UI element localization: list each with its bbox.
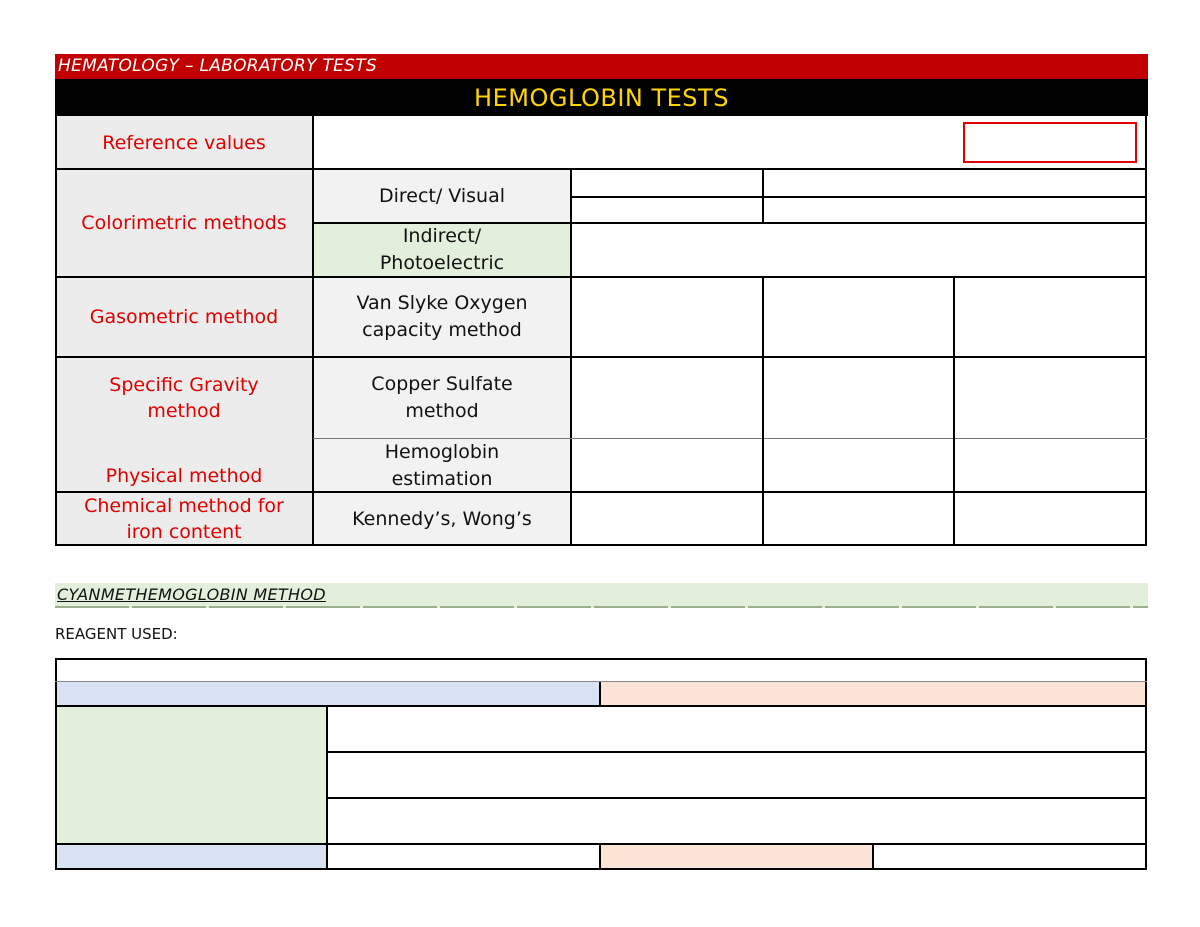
technique-indirect-photoelectric xyxy=(313,223,571,277)
column-divider xyxy=(953,277,955,546)
technique-van-slyke xyxy=(313,277,571,357)
row-divider xyxy=(55,168,1147,170)
column-divider xyxy=(312,116,314,546)
reagent-footer-cell-1 xyxy=(55,844,327,870)
technique-label: Kennedy’s, Wong’s xyxy=(352,507,532,530)
table-border xyxy=(55,658,57,870)
reagent-side-cell xyxy=(55,706,327,844)
cyanmethemoglobin-underline xyxy=(55,606,1148,608)
method-label: Reference values xyxy=(102,131,266,154)
reagent-header-left xyxy=(55,682,600,706)
row-divider xyxy=(55,276,1147,278)
method-label: Chemical method for iron content xyxy=(84,495,284,543)
reagent-footer-cell-3 xyxy=(600,844,873,870)
method-label: Specific Gravity method xyxy=(109,374,259,422)
technique-label: Direct/ Visual xyxy=(378,184,506,207)
column-divider xyxy=(599,682,601,706)
table-border xyxy=(1145,658,1147,870)
row-divider xyxy=(55,843,1147,845)
reference-value-input-box[interactable] xyxy=(963,122,1137,163)
column-divider xyxy=(762,277,764,546)
technique-direct-visual xyxy=(313,169,571,223)
table-border xyxy=(55,544,1147,546)
row-divider xyxy=(313,438,1147,439)
row-divider xyxy=(55,705,1147,707)
row-physical-method xyxy=(55,439,313,492)
column-divider xyxy=(599,844,601,870)
method-label: Physical method xyxy=(105,464,263,487)
method-label: Colorimetric methods xyxy=(81,212,287,234)
method-label: Gasometric method xyxy=(89,306,279,328)
row-divider xyxy=(313,222,571,224)
technique-label: Hemoglobin estimation xyxy=(384,440,500,490)
row-divider xyxy=(327,797,1147,799)
row-specific-gravity-method xyxy=(55,357,313,439)
row-divider xyxy=(55,491,1147,493)
row-divider xyxy=(571,222,1147,224)
row-gasometric-method xyxy=(55,277,313,357)
section-title-banner xyxy=(55,54,1148,79)
table-border xyxy=(55,868,1147,870)
row-divider xyxy=(571,196,1147,198)
row-divider xyxy=(55,356,1147,358)
reagent-used-label: REAGENT USED: xyxy=(55,625,178,643)
row-reference-values xyxy=(55,116,313,169)
technique-kennedy-wong xyxy=(313,492,571,546)
table-title-banner xyxy=(55,79,1148,116)
reagent-header-right xyxy=(600,682,1147,706)
section-title: HEMATOLOGY – LABORATORY TESTS xyxy=(58,56,378,76)
table-border xyxy=(55,116,57,546)
technique-label: Van Slyke Oxygen capacity method xyxy=(356,292,528,341)
cyanmethemoglobin-title: CYANMETHEMOGLOBIN METHOD xyxy=(57,585,326,604)
row-divider xyxy=(327,751,1147,753)
row-colorimetric-methods xyxy=(55,169,313,277)
column-divider xyxy=(872,844,874,870)
technique-hemoglobin-estimation xyxy=(313,439,571,492)
column-divider xyxy=(326,706,328,870)
column-divider xyxy=(762,169,764,223)
row-divider xyxy=(55,681,1147,682)
technique-copper-sulfate xyxy=(313,357,571,439)
row-chemical-method xyxy=(55,492,313,546)
table-border xyxy=(55,658,1147,660)
technique-label: Copper Sulfate method xyxy=(371,373,513,422)
table-title: HEMOGLOBIN TESTS xyxy=(474,84,729,112)
table-border xyxy=(1145,116,1147,546)
hemoglobin-tests-table xyxy=(55,116,1147,546)
reagent-table xyxy=(55,658,1147,870)
technique-label: Indirect/ Photoelectric xyxy=(379,225,505,274)
